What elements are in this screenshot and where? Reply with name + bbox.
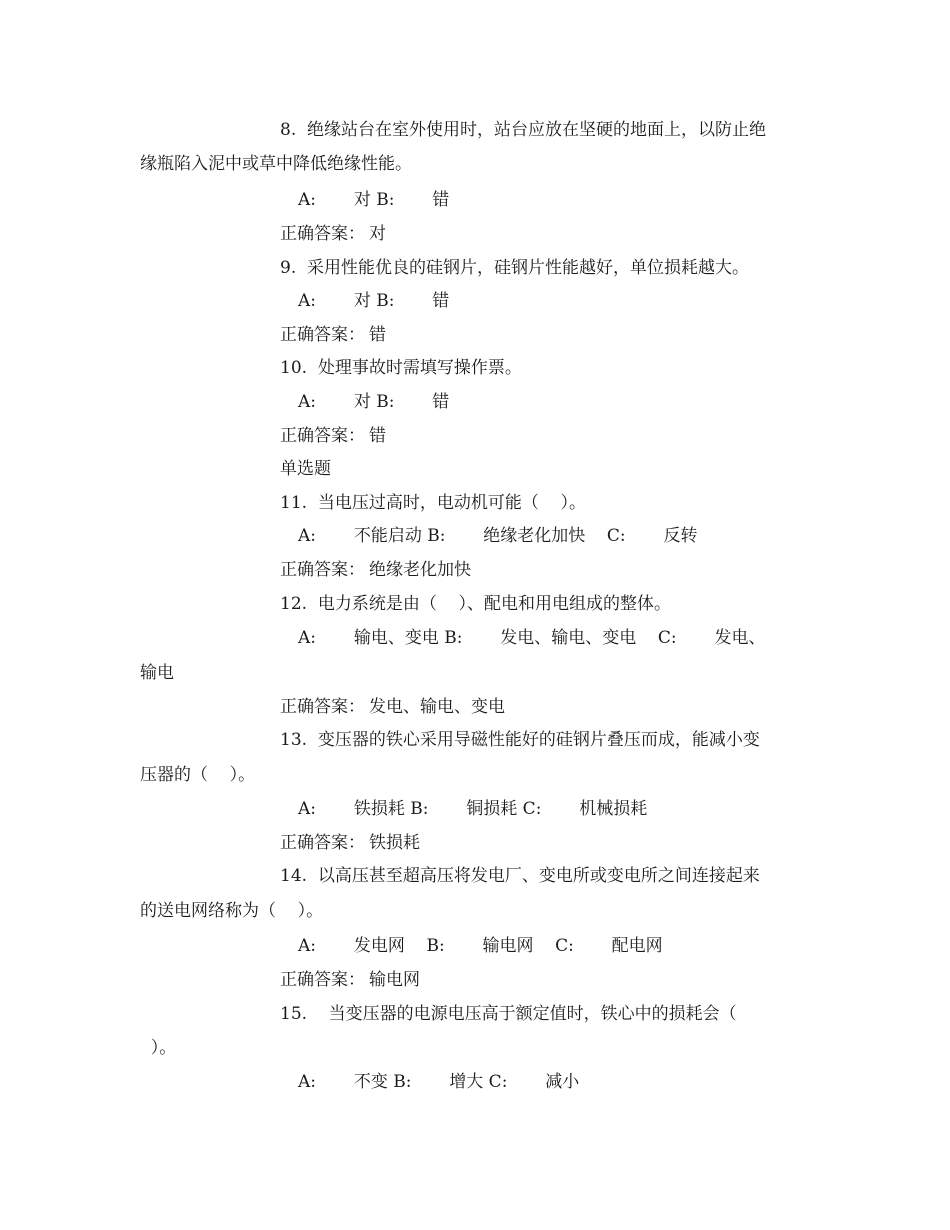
question-13-answer [280, 831, 420, 855]
question-14-text-cont: 的送电网络称为（ ）。 [140, 901, 324, 921]
question-15-text-cont: ）。 [140, 1038, 177, 1058]
question-9-answer [280, 323, 386, 347]
question-8-options: A: 对 B: 错 [298, 190, 450, 210]
answer-label: 正确答案： [280, 325, 365, 345]
answer-value: 绝缘老化加快 [369, 560, 471, 580]
answer-value: 错 [369, 426, 386, 446]
question-10-answer [280, 424, 386, 448]
question-11-options: A: 不能启动 B: 绝缘老化加快 C: 反转 [298, 526, 698, 546]
question-14-options: A: 发电网 B: 输电网 C: 配电网 [298, 936, 663, 956]
question-13-text: 13. 变压器的铁心采用导磁性能好的硅钢片叠压而成，能减小变 [280, 730, 760, 750]
answer-label: 正确答案： [280, 833, 365, 853]
answer-label: 正确答案： [280, 697, 365, 717]
question-12-text: 12. 电力系统是由（ ）、配电和用电组成的整体。 [280, 594, 671, 614]
answer-value: 发电、输电、变电 [369, 697, 505, 717]
answer-label: 正确答案： [280, 970, 365, 990]
answer-value: 输电网 [369, 970, 420, 990]
question-13-options: A: 铁损耗 B: 铜损耗 C: 机械损耗 [298, 799, 648, 819]
answer-label: 正确答案： [280, 426, 365, 446]
question-12-options: A: 输电、变电 B: 发电、输电、变电 C: 发电、 [298, 628, 766, 648]
answer-label: 正确答案： [280, 224, 365, 244]
question-13-text-cont: 压器的（ ）。 [140, 765, 256, 785]
question-14-answer [280, 968, 420, 992]
question-12-answer [280, 695, 505, 719]
question-9-options: A: 对 B: 错 [298, 291, 450, 311]
question-15-text: 15. 当变压器的电源电压高于额定值时，铁心中的损耗会（ [280, 1004, 737, 1024]
question-9-text: 9. 采用性能优良的硅钢片，硅钢片性能越好，单位损耗越大。 [280, 258, 750, 278]
question-11-text: 11. 当电压过高时，电动机可能（ ）。 [280, 493, 586, 513]
question-14-text: 14. 以高压甚至超高压将发电厂、变电所或变电所之间连接起来 [280, 866, 760, 886]
question-8-answer [280, 222, 386, 246]
answer-value: 错 [369, 325, 386, 345]
question-8-text: 8. 绝缘站台在室外使用时，站台应放在坚硬的地面上，以防止绝 [280, 120, 767, 140]
question-11-answer [280, 558, 471, 582]
question-10-options: A: 对 B: 错 [298, 392, 450, 412]
answer-value: 对 [369, 224, 386, 244]
section-heading-single-choice: 单选题 [280, 459, 331, 479]
question-15-options: A: 不变 B: 增大 C: 减小 [298, 1072, 580, 1092]
answer-label: 正确答案： [280, 560, 365, 580]
question-12-options-cont: 输电 [140, 663, 174, 683]
question-10-text: 10. 处理事故时需填写操作票。 [280, 358, 522, 378]
answer-value: 铁损耗 [369, 833, 420, 853]
question-8-text-cont: 缘瓶陷入泥中或草中降低绝缘性能。 [140, 154, 412, 174]
